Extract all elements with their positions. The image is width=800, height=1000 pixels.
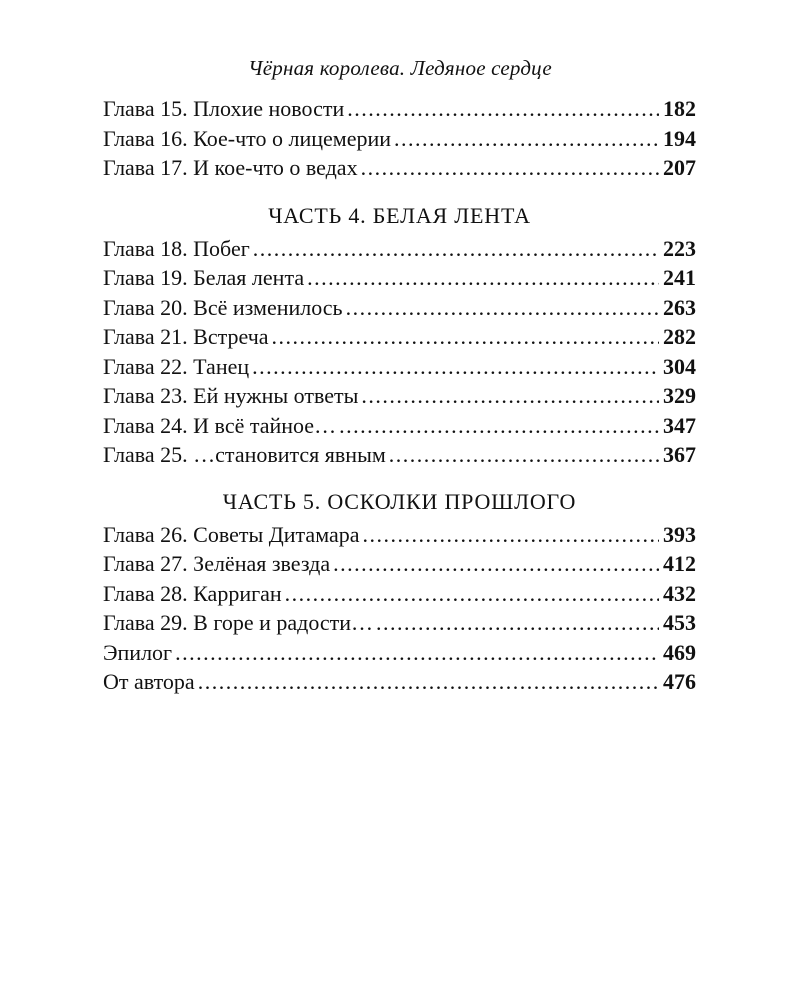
toc-entry-title: Глава 24. И всё тайное…: [103, 412, 337, 438]
dot-leader: [347, 94, 659, 124]
toc-entry: [103, 440, 696, 470]
dot-leader: [198, 667, 659, 697]
dot-leader: [252, 352, 659, 382]
dot-leader: [307, 263, 659, 293]
toc-entry-title: Глава 25. …становится явным: [103, 442, 386, 467]
toc-entry-page: 282: [663, 324, 696, 349]
toc-entry-title: Глава 16. Кое-что о лицемерии: [103, 125, 392, 151]
toc-entry: [103, 638, 696, 668]
toc-entry-page: 182: [663, 96, 696, 121]
toc-entry: [103, 520, 696, 550]
toc-entry-page: 453: [663, 610, 696, 635]
dot-leader: [361, 381, 659, 411]
dot-leader: [346, 293, 659, 323]
toc-entry-page: 194: [663, 125, 696, 151]
toc-entry-page: 393: [663, 521, 696, 547]
toc-entry-title: Глава 29. В горе и радости…: [103, 610, 374, 635]
toc-entry-page: 223: [663, 235, 696, 261]
toc-entry: [103, 234, 696, 264]
toc-entry-page: 367: [663, 442, 696, 467]
toc-entry-page: 329: [663, 383, 696, 408]
dot-leader: [253, 234, 659, 264]
toc-entry-page: 241: [663, 265, 696, 290]
running-head: Чёрная королева. Ледяное сердце: [248, 56, 552, 80]
toc-entry-title: Глава 21. Встреча: [103, 324, 269, 349]
toc-entry: [103, 411, 696, 441]
dot-leader: [389, 440, 659, 470]
toc-entry-page: 347: [663, 412, 696, 438]
toc-entry-page: 207: [663, 155, 696, 180]
dot-leader: [394, 124, 659, 154]
toc-entry-title: Глава 26. Советы Дитамара: [103, 521, 360, 547]
dot-leader: [333, 549, 659, 579]
toc-entry: [103, 667, 696, 697]
dot-leader: [175, 638, 659, 668]
table-of-contents: [103, 94, 696, 697]
toc-entry-title: Эпилог: [103, 639, 173, 665]
part-heading: ЧАСТЬ 4. БЕЛАЯ ЛЕНТА: [268, 202, 531, 228]
dot-leader: [376, 608, 659, 638]
toc-entry-title: Глава 22. Танец: [103, 353, 250, 379]
toc-entry-title: Глава 28. Карриган: [103, 580, 282, 606]
part-heading: ЧАСТЬ 5. ОСКОЛКИ ПРОШЛОГО: [222, 488, 577, 514]
toc-entry: [103, 549, 696, 579]
toc-entry-page: 263: [663, 294, 696, 320]
toc-entry-title: Глава 27. Зелёная звезда: [103, 551, 331, 576]
dot-leader: [285, 579, 659, 609]
dot-leader: [339, 411, 659, 441]
toc-entry-page: 304: [663, 353, 696, 379]
toc-entry-title: Глава 15. Плохие новости: [103, 96, 345, 121]
toc-entry: [103, 124, 696, 154]
toc-entry-title: От автора: [103, 669, 195, 694]
toc-entry: [103, 608, 696, 638]
dot-leader: [272, 322, 659, 352]
toc-entry: [103, 263, 696, 293]
toc-entry: [103, 579, 696, 609]
toc-entry-title: Глава 23. Ей нужны ответы: [103, 383, 359, 408]
toc-entry: [103, 94, 696, 124]
toc-entry: [103, 381, 696, 411]
toc-entry-page: 476: [663, 669, 696, 694]
toc-entry: [103, 293, 696, 323]
toc-entry-page: 432: [663, 580, 696, 606]
toc-entry-title: Глава 20. Всё изменилось: [103, 294, 343, 320]
toc-entry: [103, 153, 696, 183]
toc-entry-title: Глава 18. Побег: [103, 235, 250, 261]
dot-leader: [361, 153, 659, 183]
toc-entry: [103, 352, 696, 382]
dot-leader: [363, 520, 660, 550]
toc-entry-page: 469: [663, 639, 696, 665]
toc-entry: [103, 322, 696, 352]
toc-entry-title: Глава 17. И кое-что о ведах: [103, 155, 358, 180]
toc-entry-page: 412: [663, 551, 696, 576]
toc-entry-title: Глава 19. Белая лента: [103, 265, 305, 290]
